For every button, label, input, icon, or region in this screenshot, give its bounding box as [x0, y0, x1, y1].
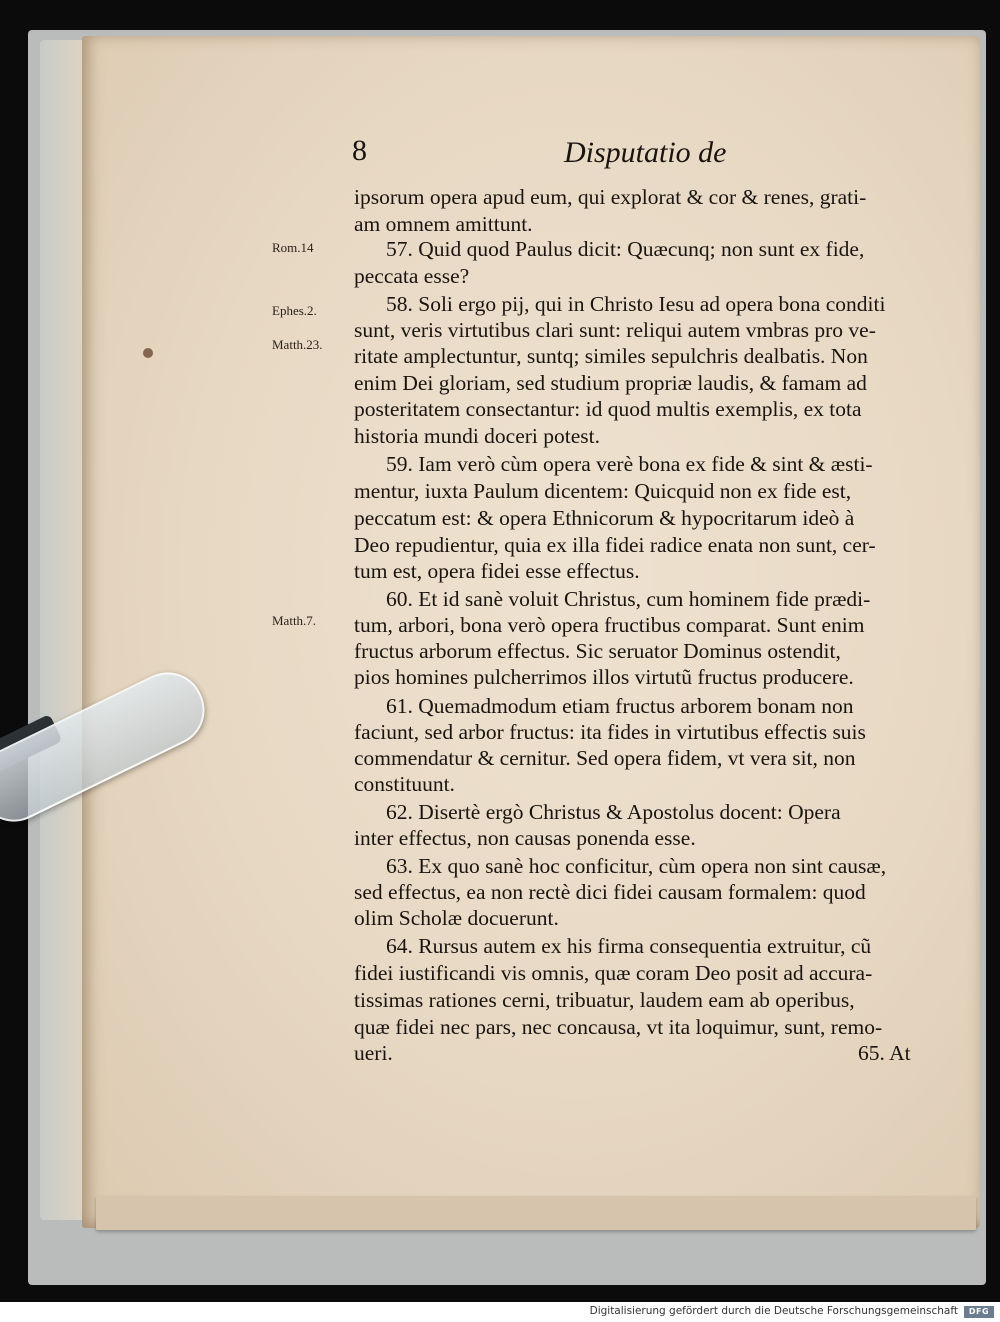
- text-line: ipsorum opera apud eum, qui explorat & cor & renes, grati-: [354, 185, 867, 209]
- text-line: posteritatem consectantur: id quod multis exemplis, ex tota: [354, 397, 862, 421]
- text-line: ueri.: [354, 1041, 393, 1065]
- text-line: inter effectus, non causas ponenda esse.: [354, 826, 696, 850]
- text-line: 58. Soli ergo pij, qui in Christo Iesu ad opera bona conditi: [386, 292, 886, 316]
- text-line: sed effectus, ea non rectè dici fidei causam formalem: quod: [354, 880, 866, 904]
- text-line: am omnem amittunt.: [354, 212, 533, 236]
- margin-note: Matth.7.: [272, 613, 317, 628]
- margin-note: Ephes.2.: [272, 303, 317, 318]
- page-number: 8: [352, 134, 367, 167]
- text-line: faciunt, sed arbor fructus: ita fides in virtutibus effectis suis: [354, 720, 866, 744]
- text-line: fructus arborum effectus. Sic seruator Dominus ostendit,: [354, 639, 841, 663]
- running-title: Disputatio de: [564, 136, 727, 169]
- running-head: [352, 134, 932, 174]
- text-line: commendatur & cernitur. Sed opera fidem, vt vera sit, non: [354, 746, 856, 770]
- text-line: enim Dei gloriam, sed studium propriæ laudis, & famam ad: [354, 371, 867, 395]
- text-line: sunt, veris virtutibus clari sunt: reliqui autem vmbras pro ve-: [354, 318, 876, 342]
- digitization-footer: [0, 1302, 1000, 1322]
- text-line: fidei iustificandi vis omnis, quæ coram Deo posit ad accura-: [354, 961, 873, 985]
- text-line: ritate amplectuntur, suntq; similes sepulchris dealbatis. Non: [354, 344, 868, 368]
- text-line: Deo repudientur, quia ex illa fidei radice enata non sunt, cer-: [354, 533, 876, 557]
- dfg-logo: DFG: [964, 1306, 994, 1318]
- text-line: pios homines pulcherrimos illos virtutũ fructus producere.: [354, 665, 854, 689]
- text-line: tum est, opera fidei esse effectus.: [354, 559, 640, 583]
- text-line: constituunt.: [354, 772, 455, 796]
- margin-note: Rom.14: [272, 240, 314, 255]
- margin-note: Matth.23.: [272, 337, 323, 352]
- catchword: 65. At: [858, 1041, 911, 1065]
- text-line: tissimas rationes cerni, tribuatur, laudem eam ab operibus,: [354, 988, 855, 1012]
- text-line: historia mundi doceri potest.: [354, 424, 601, 448]
- text-line: olim Scholæ docuerunt.: [354, 906, 559, 930]
- text-line: 64. Rursus autem ex his firma consequentia extruitur, cũ: [386, 934, 872, 958]
- text-line: 62. Disertè ergò Christus & Apostolus docent: Opera: [386, 800, 841, 824]
- footer-credit: Digitalisierung gefördert durch die Deutsche Forschungsgemeinschaft: [589, 1305, 958, 1317]
- text-line: 61. Quemadmodum etiam fructus arborem bonam non: [386, 694, 854, 718]
- text-line: 59. Iam verò cùm opera verè bona ex fide & sint & æsti-: [386, 452, 873, 476]
- text-line: 57. Quid quod Paulus dicit: Quæcunq; non sunt ex fide,: [386, 237, 865, 261]
- text-line: 60. Et id sanè voluit Christus, cum hominem fide prædi-: [386, 587, 871, 611]
- text-line: peccatum est: & opera Ethnicorum & hypocritarum ideò à: [354, 506, 855, 530]
- text-line: quæ fidei nec pars, nec concausa, vt ita loquimur, sunt, remo-: [354, 1015, 883, 1039]
- text-line: 63. Ex quo sanè hoc conficitur, cùm opera non sint causæ,: [386, 854, 887, 878]
- text-line: tum, arbori, bona verò opera fructibus comparat. Sunt enim: [354, 613, 865, 637]
- page-bottom-edge: [96, 1196, 976, 1230]
- text-line: mentur, iuxta Paulum dicentem: Quicquid non ex fide est,: [354, 479, 852, 503]
- ink-spot: [143, 348, 153, 358]
- text-line: peccata esse?: [354, 264, 470, 288]
